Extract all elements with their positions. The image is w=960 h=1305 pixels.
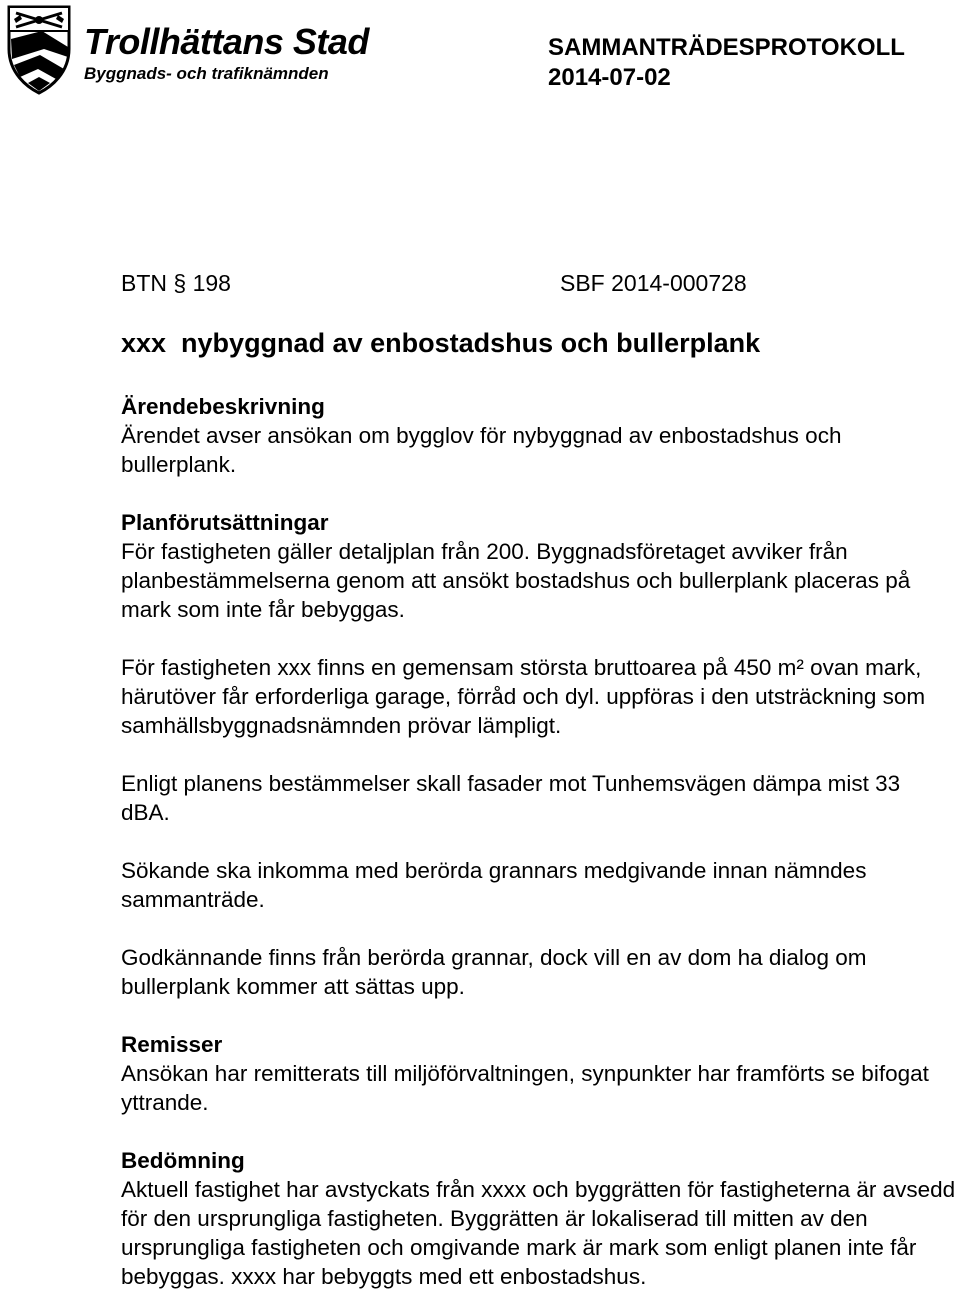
document-date: 2014-07-02: [548, 64, 671, 91]
bedomning-text: Aktuell fastighet har avstyckats från xxxx och byggrätten för fastigheterna är avsedd för den ursprungliga fastigheten. Byggrätten är lokaliserad till mitten av den ursprungliga fastigheten och omgivande mark är mark som enligt planen inte får bebyggas. xxxx har bebyggts med ett enbostadshus.: [121, 1177, 956, 1289]
planforutsattningar-paragraph: Godkännande finns från berörda grannar, dock vill en av dom ha dialog om bullerplank kommer att sättas upp.: [121, 945, 867, 999]
planforutsattningar-paragraph: Enligt planens bestämmelser skall fasader mot Tunhemsvägen dämpa mist 33 dBA.: [121, 771, 901, 825]
reference-line: [121, 270, 747, 297]
paragraph-number: BTN § 198: [121, 270, 231, 296]
section-heading-planforutsattningar: Planförutsättningar: [121, 510, 329, 535]
municipal-coat-of-arms-logo: [6, 3, 72, 95]
remisser-text: Ansökan har remitterats till miljöförvaltningen, synpunkter har framförts se bifogat yttrande.: [121, 1061, 929, 1115]
document-body: [121, 392, 956, 1291]
section-heading-remisser: Remisser: [121, 1032, 223, 1057]
arendebeskrivning-text: Ärendet avser ansökan om bygglov för nybyggnad av enbostadshus och bullerplank.: [121, 423, 842, 477]
planforutsattningar-paragraph: Sökande ska inkomma med berörda grannars medgivande innan nämndes sammanträde.: [121, 858, 867, 912]
case-title: xxx nybyggnad av enbostadshus och bullerplank: [121, 328, 761, 358]
department-name: Byggnads- och trafiknämnden: [84, 64, 329, 83]
organization-name: Trollhättans Stad: [84, 21, 369, 62]
case-number: SBF 2014-000728: [560, 270, 747, 296]
document-type: SAMMANTRÄDESPROTOKOLL: [548, 34, 905, 61]
section-heading-bedomning: Bedömning: [121, 1148, 245, 1173]
planforutsattningar-paragraph: För fastigheten xxx finns en gemensam största bruttoarea på 450 m² ovan mark, härutöver får erforderliga garage, förråd och dyl. uppföras i den utsträckning som samhällsbyggnadsnämnden prövar lämpligt.: [121, 655, 926, 738]
section-heading-arendebeskrivning: Ärendebeskrivning: [121, 394, 325, 419]
planforutsattningar-paragraph: För fastigheten gäller detaljplan från 200. Byggnadsföretaget avviker från planbestämmelserna genom att ansökt bostadshus och bullerplank placeras på mark som inte får bebyggas.: [121, 539, 911, 622]
